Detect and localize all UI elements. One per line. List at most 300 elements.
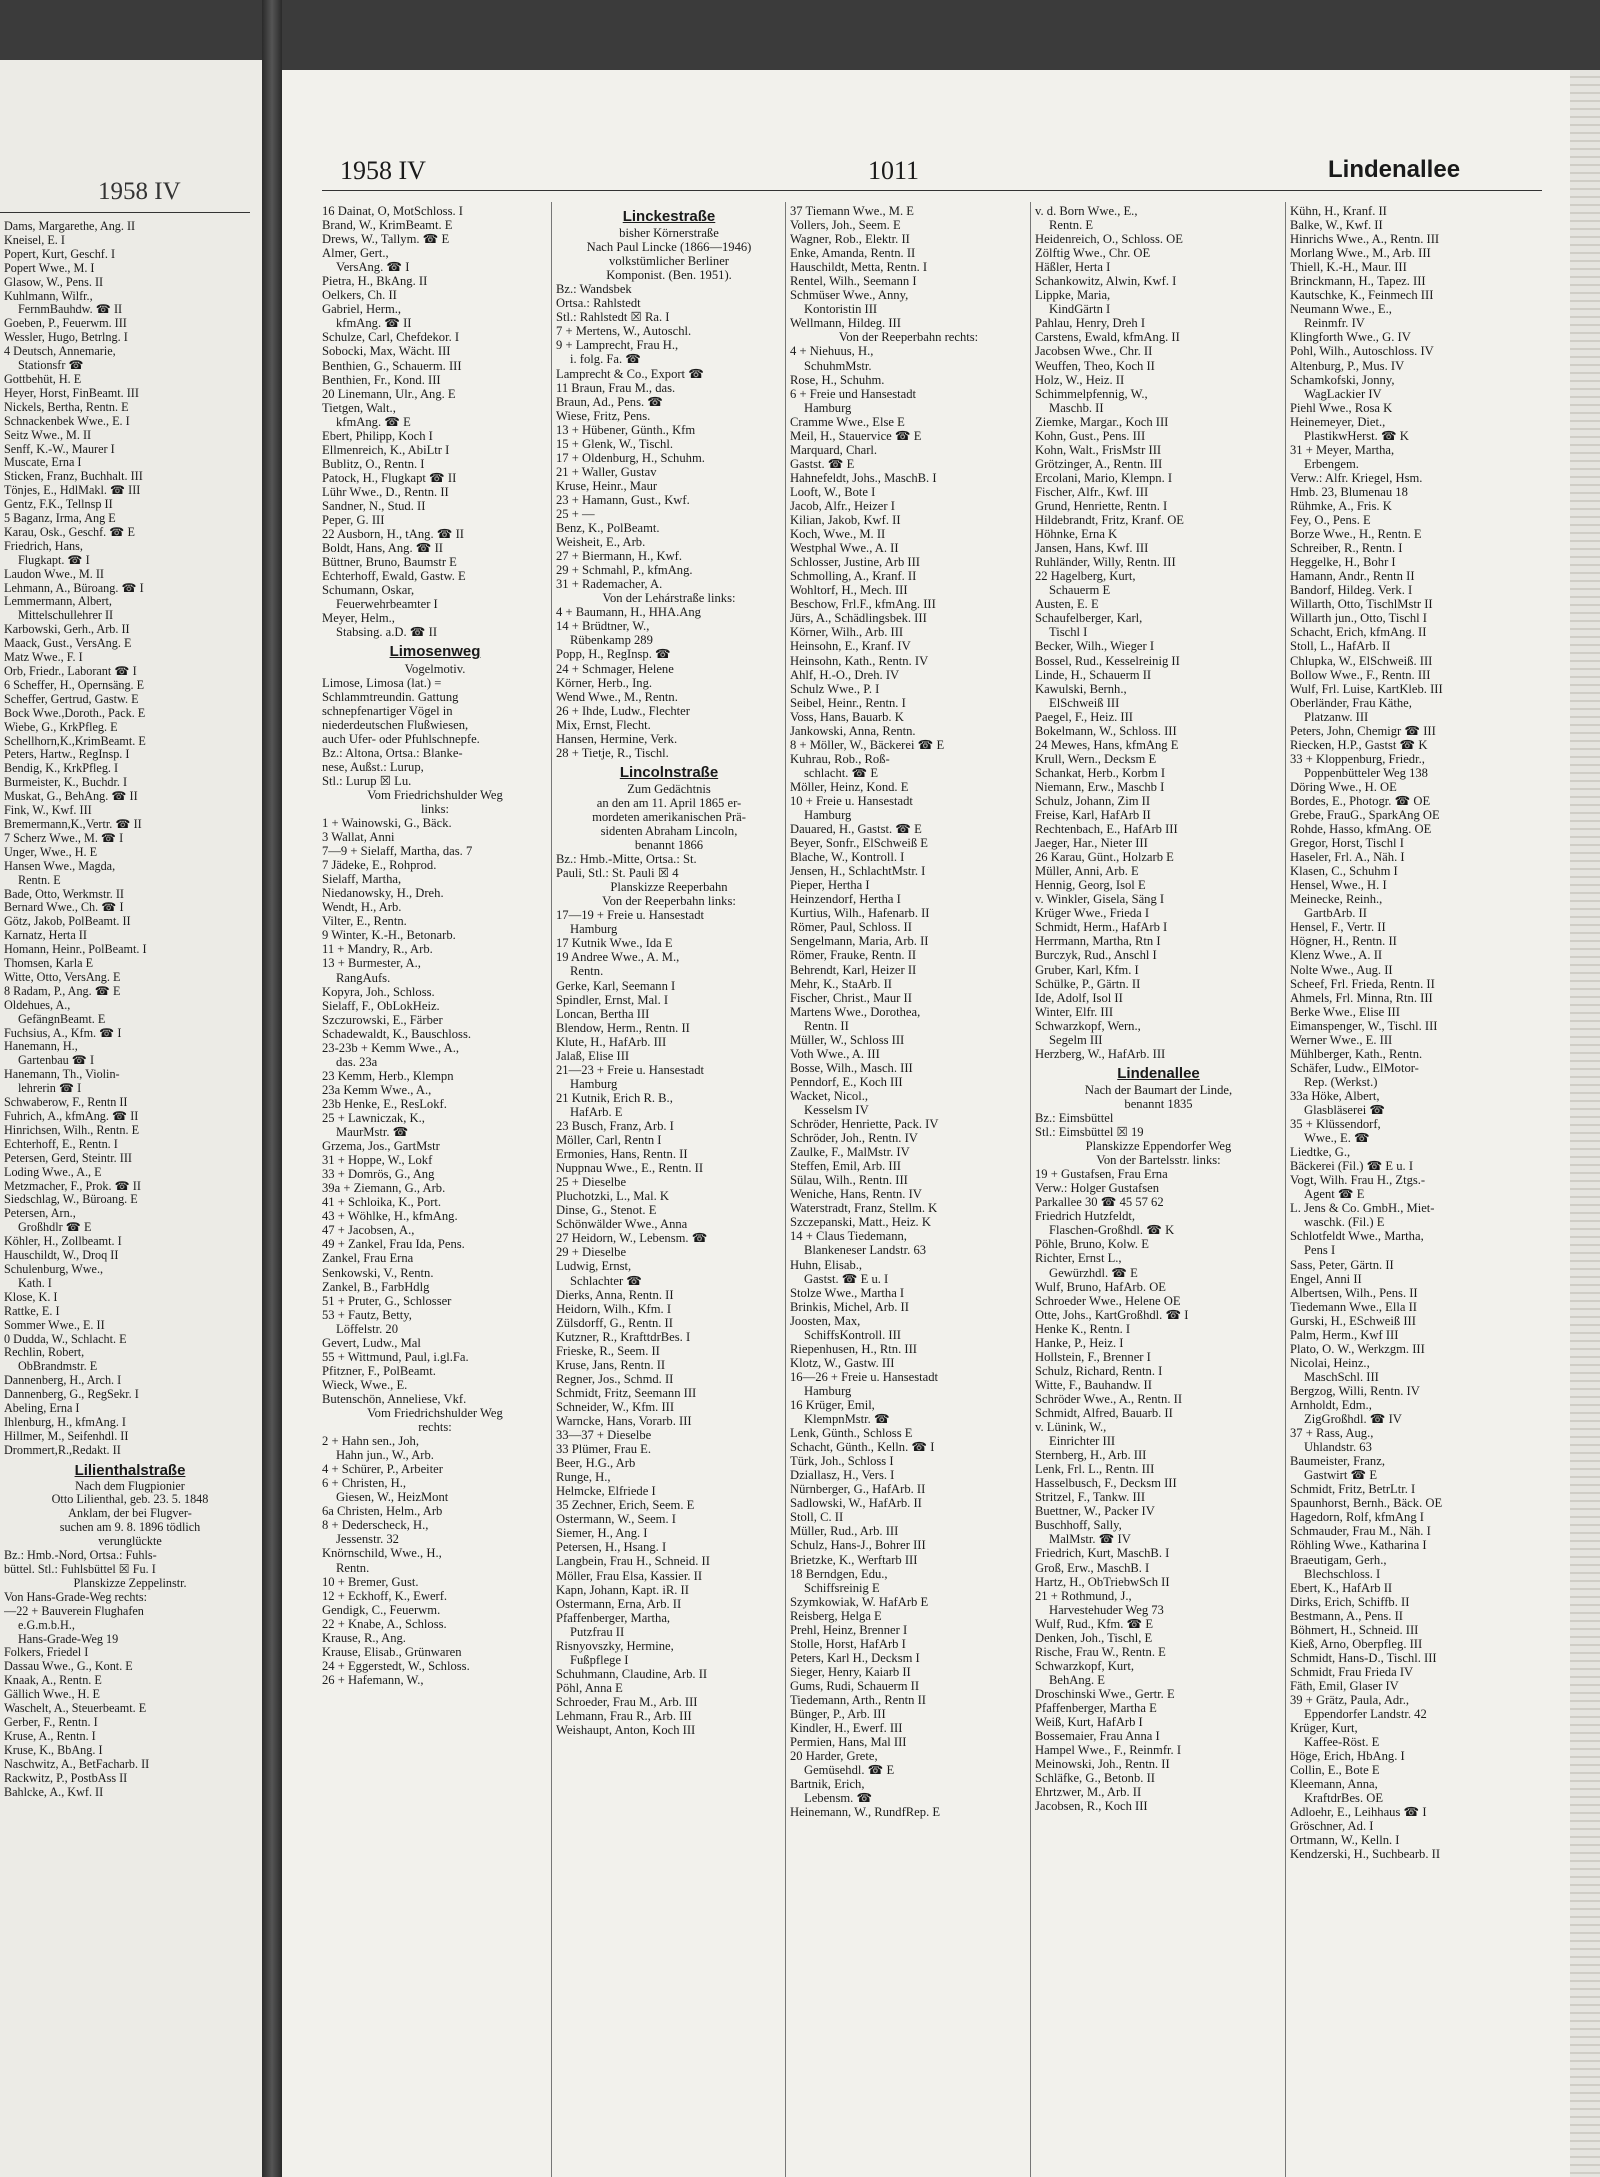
directory-entry: Rackwitz, P., PostbAss II (4, 1771, 128, 1785)
directory-entry: Homann, Heinr., PolBeamt. I (4, 943, 147, 957)
directory-entry: Brinkis, Michel, Arb. II (790, 1299, 909, 1314)
street-note: benannt 1866 (634, 838, 704, 853)
directory-entry: Sticken, Franz, Buchhalt. III (4, 470, 143, 484)
directory-entry: Jürs, A., Schädlingsbek. III (790, 611, 927, 626)
directory-entry: Oberländer, Frau Käthe, (1290, 695, 1412, 710)
directory-entry: Westphal Wwe., A. II (790, 541, 899, 556)
directory-entry-continuation: Rentn. (570, 964, 604, 979)
directory-entry: Hauschildt, Metta, Rentn. I (790, 260, 928, 275)
directory-entry: Hasselbusch, F., Decksm III (1035, 1476, 1177, 1491)
directory-entry: Ortmann, W., Kelln. I (1290, 1833, 1400, 1848)
directory-entry: Karau, Osk., Geschf. ☎ E (4, 525, 135, 539)
directory-entry: Waterstradt, Franz, Stellm. K (790, 1201, 938, 1216)
directory-entry: Pöhle, Bruno, Kolw. E (1035, 1237, 1149, 1252)
directory-entry: 16 Dainat, O, MotSchloss. I (322, 204, 463, 218)
directory-entry: Bock Wwe.,Doroth., Pack. E (4, 706, 146, 720)
directory-entry: Kühn, H., Kranf. II (1290, 204, 1387, 218)
directory-entry: Schumann, Oskar, (322, 583, 415, 598)
directory-entry: Marquard, Charl. (790, 442, 878, 457)
directory-entry: Blendow, Herm., Rentn. II (556, 1020, 690, 1035)
street-note: Zum Gedächtnis (627, 781, 711, 796)
directory-entry: Hennig, Georg, Isol E (1035, 878, 1146, 893)
directory-entry: 4 + Schürer, P., Arbeiter (322, 1462, 443, 1477)
directory-entry: Helmcke, Elfriede I (556, 1484, 656, 1499)
directory-entry: 8 + Dederscheck, H., (322, 1518, 429, 1533)
directory-entry: Kindler, H., Ewerf. III (790, 1721, 903, 1736)
directory-entry: Pohl, Wilh., Autoschloss. IV (1290, 344, 1434, 359)
directory-entry: 0 Dudda, W., Schlacht. E (4, 1332, 127, 1346)
directory-entry: Hensel, Wwe., H. I (1290, 878, 1387, 893)
directory-entry-continuation: Rep. (Werkst.) (1304, 1074, 1378, 1089)
directory-entry: Schankowitz, Alwin, Kwf. I (1035, 274, 1177, 289)
directory-entry: Benthien, G., Schauerm. III (322, 358, 462, 373)
directory-entry: Goeben, P., Feuerwm. III (4, 317, 127, 331)
directory-entry: Götz, Jakob, PolBeamt. II (4, 915, 131, 929)
directory-entry: Beyer, Sonfr., ElSchweiß E (790, 836, 929, 851)
directory-entry: Schröder Wwe., A., Rentn. II (1035, 1391, 1183, 1406)
directory-entry: Nolte Wwe., Aug. II (1290, 962, 1393, 977)
directory-entry: Albertsen, Wilh., Pens. II (1290, 1285, 1418, 1300)
directory-entry: Hillmer, M., Seifenhdl. II (4, 1429, 129, 1443)
directory-entry: Tietgen, Walt., (322, 400, 396, 415)
directory-entry: Karbowski, Gerh., Arb. II (4, 623, 130, 637)
directory-entry: Grebe, FrauG., SparkAng OE (1290, 808, 1440, 823)
directory-entry: 33a Höke, Albert, (1290, 1088, 1380, 1103)
directory-entry: 7 Scherz Wwe., M. ☎ I (4, 831, 124, 845)
directory-entry: Rose, H., Schuhm. (790, 372, 885, 387)
directory-entry: Zülsdorff, G., Rentn. II (556, 1315, 673, 1330)
directory-entry: Ostermann, W., Seem. I (556, 1512, 676, 1527)
directory-entry: Denken, Joh., Tischl, E (1035, 1630, 1153, 1645)
directory-entry: Joosten, Max, (790, 1313, 861, 1328)
directory-entry: Heinsohn, Kath., Rentn. IV (790, 653, 929, 668)
directory-entry: Gendigk, C., Feuerwm. (322, 1602, 441, 1617)
directory-entry: Bade, Otto, Werkmstr. II (4, 887, 124, 901)
directory-entry: Dassau Wwe., G., Kont. E (4, 1660, 133, 1674)
directory-entry: Popert Wwe., M. I (4, 261, 95, 275)
directory-entry: Grötzinger, A., Rentn. III (1035, 456, 1163, 471)
directory-entry: Gregor, Horst, Tischl I (1290, 836, 1404, 851)
directory-entry: Kruse, A., Rentn. I (4, 1729, 96, 1743)
directory-entry: Schankat, Herb., Korbm I (1035, 765, 1166, 780)
directory-entry: Schamkofski, Jonny, (1290, 372, 1395, 387)
directory-entry: 23-23b + Kemm Wwe., A., (322, 1040, 459, 1055)
directory-entry: Braeutigam, Gerh., (1290, 1552, 1387, 1567)
directory-entry: 23b Henke, E., ResLokf. (322, 1096, 447, 1111)
directory-entry: Türk, Joh., Schloss I (790, 1454, 894, 1469)
directory-entry: Ahmels, Frl. Minna, Rtn. III (1290, 990, 1433, 1005)
directory-entry: Zankel, Frau Erna (322, 1251, 414, 1266)
directory-entry: Schwarzkopf, Wern., (1035, 1018, 1141, 1033)
directory-entry-continuation: Erbengem. (1304, 456, 1359, 471)
street-note: benannt 1835 (1124, 1096, 1193, 1111)
directory-entry: Loncan, Bertha III (556, 1006, 650, 1021)
directory-entry: v. Lünink, W., (1035, 1420, 1107, 1435)
directory-entry: 21 + Rothmund, J., (1035, 1588, 1132, 1603)
directory-entry: 12 + Eckhoff, K., Ewerf. (322, 1588, 448, 1603)
left-page-header: 1958 IV (98, 178, 181, 205)
directory-entry: Metzmacher, F., Prok. ☎ II (4, 1179, 141, 1193)
directory-entry: Paegel, F., Heiz. III (1035, 709, 1133, 724)
directory-entry: Schaufelberger, Karl, (1035, 611, 1143, 626)
directory-entry: Gevert, Ludw., Mal (322, 1335, 421, 1350)
directory-entry: Holz, W., Heiz. II (1035, 372, 1125, 387)
directory-entry: Witte, F., Bauhandw. II (1035, 1377, 1152, 1392)
directory-entry: Weiß, Kurt, HafArb I (1035, 1715, 1143, 1730)
directory-entry: Petersen, Arn., (4, 1207, 76, 1221)
directory-entry: Bollow Wwe., F., Rentn. III (1290, 667, 1431, 682)
directory-entry: Hildebrandt, Fritz, Kranf. OE (1035, 513, 1184, 528)
directory-entry-continuation: KraftdrBes. OE (1304, 1791, 1384, 1806)
book-gutter (262, 0, 282, 2177)
directory-entry: Ziemke, Margar., Koch III (1035, 414, 1169, 429)
directory-entry: 3 Wallat, Anni (322, 830, 395, 845)
directory-entry: Jankowski, Anna, Rentn. (790, 723, 916, 738)
directory-entry: Mühlberger, Kath., Rentn. (1290, 1046, 1423, 1061)
street-note: Von der Reeperbahn links: (602, 894, 736, 909)
directory-entry-continuation: Lebensm. ☎ (804, 1791, 873, 1806)
directory-entry: Droschinski Wwe., Gertr. E (1035, 1686, 1175, 1701)
directory-entry: Schacht, Erich, kfmAng. II (1290, 625, 1427, 640)
directory-entry: Schlammtreundin. Gattung (322, 689, 459, 704)
directory-entry: Neumann Wwe., E., (1290, 302, 1392, 317)
directory-entry: Altenburg, P., Mus. IV (1290, 358, 1405, 373)
directory-entry: Koch, Wwe., M. II (790, 527, 886, 542)
directory-entry-continuation: Schiffsreinig E (804, 1580, 880, 1595)
directory-entry: Bz.: Wandsbek (556, 282, 632, 297)
directory-entry: Sieger, Henry, Kaiarb II (790, 1664, 911, 1679)
directory-entry: Wiese, Fritz, Pens. (556, 408, 651, 423)
directory-entry: Jaeger, Har., Nieter III (1035, 836, 1148, 851)
directory-entry: Wacket, Nicol., (790, 1088, 869, 1103)
directory-entry: Schroeder, Frau M., Arb. III (556, 1694, 698, 1709)
left-column (4, 220, 256, 1799)
directory-entry: 29 + Schmahl, P., kfmAng. (556, 563, 693, 578)
directory-entry: Berke Wwe., Elise III (1290, 1004, 1400, 1019)
directory-entry: Schlotfeldt Wwe., Martha, (1290, 1229, 1424, 1244)
directory-entry: Rechtenbach, E., HafArb III (1035, 822, 1178, 837)
directory-entry: 31 + Rademacher, A. (556, 577, 663, 592)
street-heading: Limosenweg (389, 643, 481, 661)
directory-entry-continuation: MaurMstr. ☎ (336, 1125, 409, 1140)
street-note: rechts: (418, 1420, 452, 1435)
directory-entry: Schmidt, Fritz, Seemann III (556, 1385, 697, 1400)
directory-entry: Kruse, K., BbAng. I (4, 1743, 103, 1757)
directory-entry-continuation: Tischl I (1049, 625, 1088, 640)
directory-entry: Vogt, Wilh. Frau H., Ztgs.- (1290, 1173, 1426, 1188)
directory-entry: Weishaupt, Anton, Koch III (556, 1723, 696, 1738)
directory-entry-continuation: Großhdlr ☎ E (18, 1221, 92, 1235)
directory-entry-continuation: Hamburg (804, 400, 852, 415)
directory-entry: v. d. Born Wwe., E., (1035, 204, 1138, 218)
directory-entry: Wend Wwe., M., Rentn. (556, 689, 678, 704)
directory-entry-continuation: Harvestehuder Weg 73 (1049, 1602, 1164, 1617)
directory-entry: Winter, Elfr. III (1035, 1004, 1114, 1019)
directory-entry: Palm, Herm., Kwf III (1290, 1327, 1399, 1342)
directory-entry: Patock, H., Flugkapt ☎ II (322, 470, 457, 485)
directory-entry: Popert, Kurt, Geschf. I (4, 247, 116, 261)
directory-entry: Krull, Wern., Decksm E (1035, 751, 1157, 766)
directory-entry: 22 Ausborn, H., tAng. ☎ II (322, 527, 464, 542)
directory-entry: Hartz, H., ObTriebwSch II (1035, 1574, 1170, 1589)
directory-entry: Gröschner, Ad. I (1290, 1819, 1374, 1834)
directory-entry: Benz, K., PolBeamt. (556, 521, 660, 536)
directory-column-3 (790, 204, 1027, 1819)
directory-entry: Niemann, Erw., Maschb I (1035, 779, 1165, 794)
directory-entry: Schadewaldt, K., Bauschloss. (322, 1026, 472, 1041)
directory-entry: 22 + Knabe, A., Schloss. (322, 1616, 447, 1631)
directory-entry: Hagedorn, Rolf, kfmAng I (1290, 1510, 1424, 1525)
directory-entry: Sandner, N., Stud. II (322, 498, 426, 513)
directory-entry: Lippke, Maria, (1035, 288, 1111, 303)
directory-entry: Pahlau, Henry, Dreh I (1035, 316, 1146, 331)
street-note: Von der Bartelsstr. links: (1096, 1153, 1221, 1168)
directory-entry: Arnholdt, Edm., (1290, 1397, 1372, 1412)
directory-entry: Hanemann, H., (4, 1040, 78, 1054)
directory-entry: 25 + Lawniczak, K., (322, 1111, 425, 1125)
directory-entry: 2 + Hahn sen., Joh, (322, 1434, 419, 1449)
directory-entry-continuation: Kontoristin III (804, 302, 878, 317)
directory-entry: Müller, W., Schloss III (790, 1032, 905, 1047)
directory-entry-continuation: ZigGroßhdl. ☎ IV (1304, 1412, 1402, 1427)
directory-entry-continuation: Rübenkamp 289 (570, 633, 653, 648)
directory-entry-continuation: Kesselsm IV (804, 1103, 869, 1117)
directory-entry: Zankel, B., FarbHdlg (322, 1279, 430, 1294)
directory-entry: Kohn, Walt., FrisMstr III (1035, 442, 1162, 457)
left-page (0, 60, 262, 2177)
directory-entry-continuation: Gastst. ☎ E u. I (804, 1271, 889, 1286)
page-number: 1011 (868, 156, 920, 185)
directory-entry: v. Winkler, Gisela, Säng I (1035, 892, 1165, 907)
directory-entry: Ludwig, Ernst, (556, 1259, 632, 1274)
directory-entry: Wohltorf, H., Mech. III (790, 583, 908, 598)
directory-entry: Schulz, Richard, Rentn. I (1035, 1363, 1163, 1378)
directory-entry-continuation: Uhlandstr. 63 (1304, 1440, 1372, 1455)
directory-entry: Fink, W., Kwf. III (4, 804, 92, 818)
directory-entry: Wulf, Rud., Kfm. ☎ E (1035, 1616, 1154, 1631)
directory-entry: 16—26 + Freie u. Hansestadt (790, 1369, 939, 1384)
directory-entry: Lemmermann, Albert, (4, 595, 112, 609)
directory-entry: Pöhl, Anna E (556, 1680, 623, 1695)
directory-entry: Schwarzkopf, Kurt, (1035, 1658, 1134, 1673)
directory-entry-continuation: BehAng. E (1049, 1672, 1105, 1687)
directory-entry: Römer, Frauke, Rentn. II (790, 948, 917, 963)
directory-entry-continuation: Gartenbau ☎ I (18, 1054, 95, 1068)
directory-entry-continuation: i. folg. Fa. ☎ (570, 352, 641, 367)
directory-entry: Ercolani, Mario, Klempn. I (1035, 470, 1173, 485)
directory-entry: Högner, H., Rentn. II (1290, 934, 1397, 949)
directory-entry: Kapn, Johann, Kapt. iR. II (556, 1582, 689, 1597)
directory-entry: 23a Kemm Wwe., A., (322, 1082, 432, 1097)
directory-entry-continuation: Segelm III (1049, 1032, 1103, 1047)
directory-entry: 11 + Mandry, R., Arb. (322, 942, 433, 957)
directory-entry: Krüger Wwe., Frieda I (1035, 906, 1150, 921)
directory-entry: Weuffen, Theo, Koch II (1035, 358, 1155, 373)
directory-entry: Siemer, H., Ang. I (556, 1526, 648, 1541)
directory-entry: Risnyovszky, Hermine, (556, 1638, 674, 1653)
directory-entry: Schäfer, Ludw., ElMotor- (1290, 1060, 1419, 1075)
directory-entry-continuation: MalMstr. ☎ IV (1049, 1532, 1131, 1547)
directory-entry-continuation: ElSchweiß III (1049, 695, 1120, 710)
directory-entry: 24 + Eggerstedt, W., Schloss. (322, 1658, 470, 1673)
directory-entry: Werner Wwe., E. III (1290, 1032, 1393, 1047)
directory-entry: 17—19 + Freie u. Hansestadt (556, 908, 705, 923)
directory-entry: 5 Baganz, Irma, Ang E (4, 512, 116, 526)
directory-entry: Schröder, Joh., Rentn. IV (790, 1131, 918, 1146)
directory-entry: Ebert, Philipp, Koch I (322, 428, 433, 443)
directory-entry: Sternberg, H., Arb. III (1035, 1448, 1147, 1463)
street-note: Planskizze Reeperbahn (610, 880, 728, 895)
directory-entry: 35 + Klüssendorf, (1290, 1117, 1381, 1132)
directory-entry: 24 + Schmager, Helene (556, 661, 674, 676)
directory-entry-continuation: Einrichter III (1049, 1434, 1116, 1449)
directory-entry: Schuhmann, Claudine, Arb. II (556, 1666, 708, 1681)
directory-entry: Hanemann, Th., Violin- (4, 1068, 120, 1082)
directory-entry: Vollers, Joh., Seem. E (790, 218, 901, 233)
directory-entry: Lühr Wwe., D., Rentn. II (322, 484, 449, 499)
directory-entry: Looft, W., Bote I (790, 484, 876, 499)
directory-entry: Stolle, Horst, HafArb I (790, 1636, 906, 1651)
directory-entry: Sadlowski, W., HafArb. II (790, 1496, 922, 1511)
directory-entry-continuation: Maschb. II (1049, 400, 1104, 415)
directory-entry: 4 Deutsch, Annemarie, (4, 345, 116, 359)
directory-entry: Nicolai, Heinz., (1290, 1355, 1370, 1370)
directory-entry: Seibel, Heinr., Rentn. I (790, 695, 906, 710)
directory-entry: Gabriel, Herm., (322, 302, 402, 317)
directory-entry: Krause, R., Ang. (322, 1630, 406, 1645)
directory-entry-continuation: VersAng. ☎ I (336, 260, 410, 275)
directory-entry: Nürnberger, G., HafArb. II (790, 1482, 926, 1497)
directory-entry: Hensel, F., Vertr. II (1290, 920, 1386, 935)
directory-entry: Dams, Margarethe, Ang. II (4, 220, 136, 233)
directory-entry: Bendig, K., KrkPfleg. I (4, 762, 119, 776)
directory-entry: Sielaff, Martha, (322, 872, 402, 887)
directory-entry: 39 + Grätz, Paula, Adr., (1290, 1692, 1410, 1707)
directory-entry: Butenschön, Anneliese, Vkf. (322, 1391, 467, 1406)
directory-entry: 26 + Ihde, Ludw., Flechter (556, 703, 690, 718)
directory-entry: Ortsa.: Rahlstedt (556, 296, 641, 311)
directory-entry: Schwaberow, F., Rentn II (4, 1096, 128, 1110)
directory-entry: Grzema, Jos., GartMstr (322, 1139, 440, 1154)
directory-entry-continuation: Jessenstr. 32 (336, 1532, 399, 1547)
street-note: Planskizze Zeppelinstr. (73, 1576, 187, 1590)
directory-entry: Schimmelpfennig, W., (1035, 386, 1148, 401)
directory-entry: Voth Wwe., A. III (790, 1046, 880, 1061)
directory-entry: Dziallasz, H., Vers. I (790, 1468, 895, 1483)
directory-entry: Höhnke, Erna K (1035, 527, 1118, 542)
directory-entry: L. Jens & Co. GmbH., Miet- (1290, 1201, 1435, 1216)
directory-entry: Friedrich Hutzfeldt, (1035, 1209, 1136, 1224)
directory-entry: Martens Wwe., Dorothea, (790, 1004, 921, 1019)
directory-entry: Verw.: Holger Gustafsen (1035, 1181, 1160, 1196)
directory-entry: Körner, Herb., Ing. (556, 675, 653, 690)
directory-entry: Schneider, W., Kfm. III (556, 1399, 675, 1414)
directory-entry: 9 + Lamprecht, Frau H., (556, 338, 679, 353)
directory-entry: 23 + Hamann, Gust., Kwf. (556, 492, 690, 507)
directory-entry: Brand, W., KrimBeamt. E (322, 218, 453, 233)
directory-entry: Liedtke, G., (1290, 1145, 1351, 1160)
directory-entry: Hollstein, F., Brenner I (1035, 1349, 1151, 1364)
directory-entry: Engel, Anni II (1290, 1271, 1362, 1286)
directory-entry: Weniche, Hans, Rentn. IV (790, 1187, 922, 1202)
directory-entry: Sommer Wwe., E. II (4, 1318, 105, 1332)
directory-entry: Müller, Anni, Arb. E (1035, 864, 1139, 879)
directory-entry: Morlang Wwe., M., Arb. III (1290, 246, 1431, 261)
directory-entry: Schlosser, Justine, Arb III (790, 555, 920, 570)
directory-entry: 28 + Tietje, R., Tischl. (556, 745, 669, 760)
directory-entry: 41 + Schloika, K., Port. (322, 1195, 442, 1210)
next-page-edge (1570, 70, 1600, 2177)
street-note: an den am 11. April 1865 er- (596, 795, 742, 810)
directory-entry: Dauared, H., Gastst. ☎ E (790, 822, 922, 837)
directory-entry: Stoll, C. II (790, 1510, 844, 1525)
directory-entry: Kawulski, Bernh., (1035, 681, 1127, 696)
directory-entry-continuation: Glasbläserei ☎ (1304, 1103, 1386, 1117)
directory-entry: Häßler, Herta I (1035, 260, 1111, 275)
directory-entry: Bergzog, Willi, Rentn. IV (1290, 1383, 1420, 1398)
page-header-street: Lindenallee (1328, 156, 1461, 183)
directory-entry: 17 Kutnik Wwe., Ida E (556, 936, 673, 951)
directory-entry: Schulz, Johann, Zim II (1035, 793, 1151, 808)
street-note: Nach der Baumart der Linde, (1084, 1082, 1233, 1097)
directory-entry: Siedschlag, W., Büroang. E (4, 1193, 138, 1207)
directory-entry: Weisheit, E., Arb. (556, 535, 646, 550)
directory-entry: Frieske, R., Seem. II (556, 1343, 660, 1358)
directory-entry: 21—23 + Freie u. Hansestadt (556, 1062, 705, 1077)
directory-entry: Kilian, Jakob, Kwf. II (790, 513, 901, 528)
directory-entry: Klose, K. I (4, 1290, 58, 1304)
directory-entry: 14 + Brüdtner, W., (556, 619, 650, 634)
directory-entry: Bosse, Wilh., Masch. III (790, 1060, 913, 1075)
directory-entry: Wessler, Hugo, Betrlng. I (4, 331, 128, 345)
directory-entry: Stl.: Lurup ☒ Lu. (322, 773, 412, 788)
directory-entry: Heyer, Horst, FinBeamt. III (4, 386, 139, 400)
directory-entry: Meinecke, Reinh., (1290, 892, 1383, 907)
street-note: Komponist. (Ben. 1951). (606, 268, 732, 283)
directory-entry: Oelkers, Ch. II (322, 288, 397, 303)
directory-entry: Möller, Carl, Rentn I (556, 1133, 662, 1148)
directory-entry: 35 Zechner, Erich, Seem. E (556, 1498, 695, 1513)
directory-entry-continuation: PlastikwHerst. ☎ K (1304, 428, 1409, 443)
directory-entry-continuation: Fußpflege I (570, 1652, 629, 1667)
directory-entry: Schmolling, A., Kranf. II (790, 569, 917, 584)
directory-entry: Kendzerski, H., Suchbearb. II (1290, 1847, 1441, 1862)
directory-entry: Bz.: Hmb.-Mitte, Ortsa.: St. (556, 852, 697, 867)
directory-entry: Kautschke, K., Feinmech III (1290, 288, 1434, 303)
page-header-year: 1958 IV (340, 156, 426, 185)
directory-entry: Schulz Wwe., P. I (790, 681, 880, 696)
column-divider-4 (1285, 202, 1286, 2177)
directory-entry: Collin, E., Bote E (1290, 1763, 1380, 1778)
directory-entry: Kurtius, Wilh., Hafenarb. II (790, 906, 930, 921)
directory-entry: 10 + Freie u. Hansestadt (790, 793, 913, 808)
directory-entry: Schmauder, Frau M., Näh. I (1290, 1524, 1431, 1539)
directory-entry: Bokelmann, W., Schloss. III (1035, 723, 1177, 738)
directory-entry: Lehmann, A., Büroang. ☎ I (4, 581, 144, 595)
directory-entry: Beer, H.G., Arb (556, 1456, 636, 1471)
directory-entry: Hauschildt, W., Droq II (4, 1249, 119, 1263)
directory-entry: Rohde, Hasso, kfmAng. OE (1290, 822, 1432, 837)
directory-entry: 8 + Möller, W., Bäckerei ☎ E (790, 737, 945, 752)
directory-entry: Gällich Wwe., H. E (4, 1688, 100, 1702)
directory-entry: 16 Krüger, Emil, (790, 1397, 875, 1412)
directory-entry: Glasow, W., Pens. II (4, 275, 104, 289)
directory-entry: Schmüser Wwe., Anny, (790, 288, 909, 303)
directory-entry-continuation: Blankeneser Landstr. 63 (804, 1243, 927, 1258)
directory-entry-continuation: Rentn. II (804, 1018, 849, 1033)
directory-entry: Jensen, H., SchlachtMstr. I (790, 864, 926, 879)
directory-entry: Schmidt, Alfred, Bauarb. II (1035, 1405, 1173, 1420)
